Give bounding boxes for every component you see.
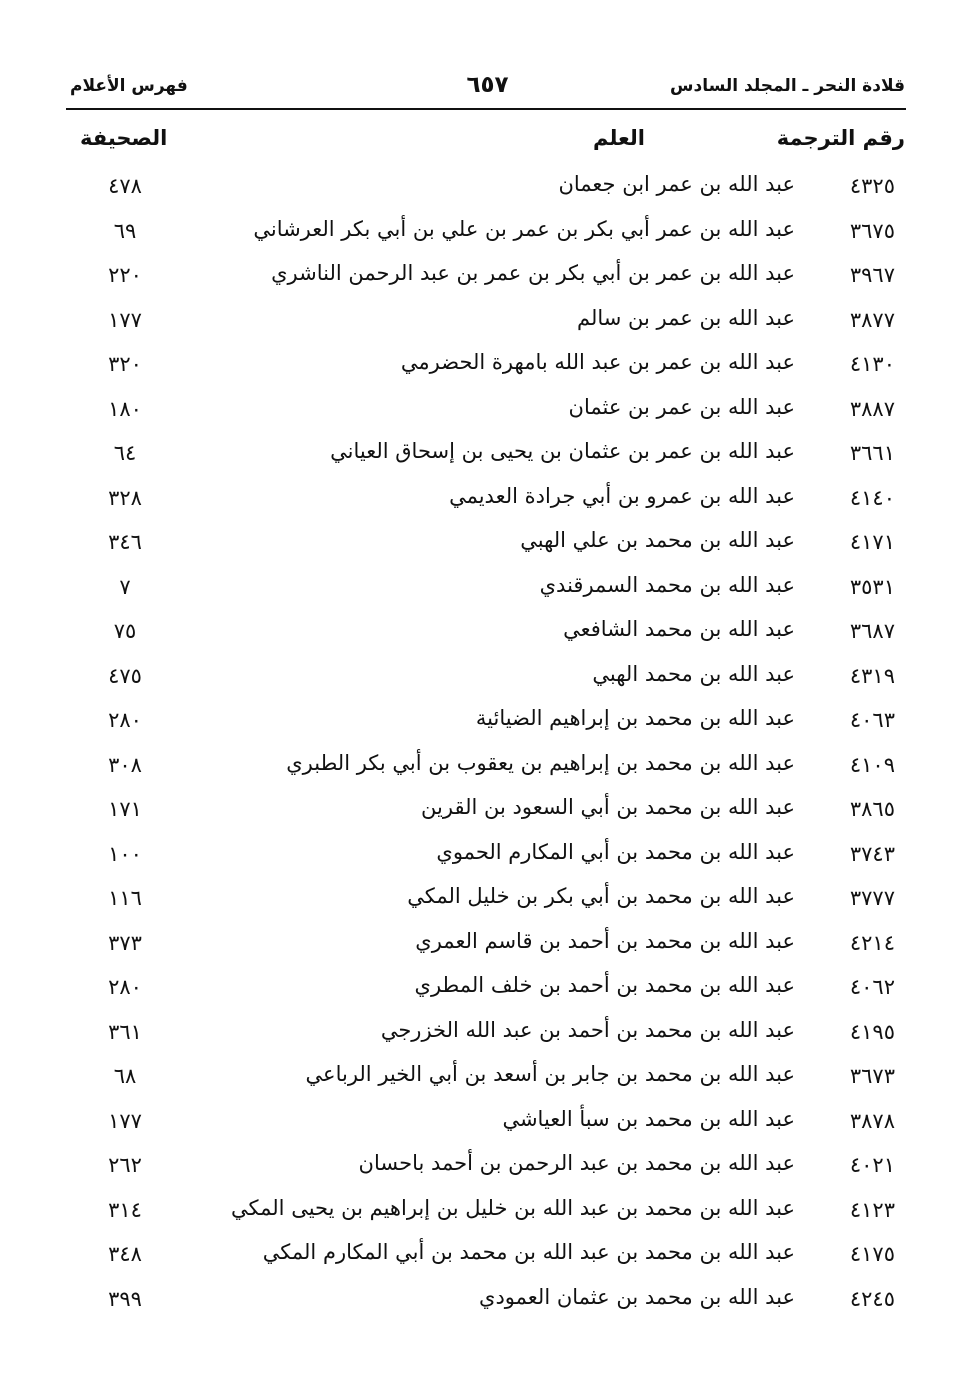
page-reference: ٣٢٠	[108, 352, 142, 376]
index-row	[60, 520, 905, 565]
biography-number: ٣٧٧٧	[849, 886, 895, 910]
book-title: قلادة النحر ـ المجلد السادس	[670, 76, 905, 96]
page-reference: ٧	[119, 574, 131, 599]
biography-number: ٣٨٦٥	[849, 797, 895, 821]
biography-number: ٤٢١٤	[849, 930, 895, 955]
column-headers	[60, 122, 905, 164]
index-row	[60, 1054, 905, 1099]
biography-number: ٤٣١٩	[849, 663, 895, 688]
biography-number: ٤١٠٩	[849, 752, 895, 777]
person-name: عبد الله بن محمد بن أحمد بن عبد الله الخزرجي	[380, 1017, 795, 1042]
page-reference: ٣١٤	[108, 1197, 142, 1222]
page-reference: ١٠٠	[108, 841, 142, 866]
person-name: عبد الله بن محمد بن إبراهيم بن يعقوب بن أبي بكر الطبري	[286, 750, 795, 775]
person-name: عبد الله بن محمد بن عبد الرحمن بن أحمد باحسان	[358, 1151, 795, 1175]
page-reference: ١٨٠	[108, 396, 142, 421]
header-rule	[66, 108, 906, 110]
index-row	[60, 1143, 905, 1188]
page-reference: ١٧٧	[108, 1108, 142, 1133]
person-name: عبد الله بن عمر بن عثمان بن يحيى بن إسحاق العياني	[330, 439, 795, 463]
index-row	[60, 253, 905, 298]
index-row	[60, 965, 905, 1010]
person-name: عبد الله بن عمر بن أبي بكر بن عمر بن عبد الرحمن الناشري	[271, 261, 795, 285]
person-name: عبد الله بن محمد بن سبأ العياشي	[502, 1106, 795, 1131]
page-reference: ٣٩٩	[108, 1286, 142, 1311]
page-reference: ٧٥	[113, 619, 137, 643]
page-reference: ٢٦٢	[108, 1153, 142, 1177]
person-name: عبد الله بن محمد بن أبي بكر بن خليل المكي	[407, 884, 795, 908]
page-reference: ٤٧٥	[108, 663, 142, 688]
column-header-page: الصحيفة	[80, 126, 168, 150]
index-row	[60, 1232, 905, 1277]
person-name: عبد الله بن عمر أبي بكر بن عمر بن علي بن أبي بكر العرشاني	[253, 216, 795, 241]
page-reference: ١١٦	[108, 886, 142, 910]
index-row	[60, 164, 905, 209]
index-row	[60, 698, 905, 743]
index-row	[60, 1277, 905, 1322]
page-reference: ٣٢٨	[108, 485, 142, 510]
person-name: عبد الله بن محمد بن جابر بن أسعد بن أبي الخير الرباعي	[305, 1062, 795, 1086]
biography-number: ٣٩٦٧	[849, 263, 895, 287]
biography-number: ٤١٢٣	[849, 1197, 895, 1222]
person-name: عبد الله بن عمر ابن جعمان	[558, 172, 795, 196]
person-name: عبد الله بن محمد بن أحمد بن خلف المطري	[414, 973, 795, 997]
column-header-number: رقم الترجمة	[776, 126, 905, 150]
biography-number: ٤٢٤٥	[849, 1286, 895, 1311]
person-name: عبد الله بن محمد بن أبي السعود بن القرين	[421, 795, 795, 819]
page-reference: ٦٤	[113, 441, 137, 465]
page-reference: ٢٢٠	[108, 263, 142, 287]
page-number: ٦٥٧	[466, 72, 509, 98]
person-name: عبد الله بن محمد بن إبراهيم الضيائية	[475, 706, 795, 730]
biography-number: ٣٥٣١	[849, 574, 895, 599]
person-name: عبد الله بن محمد بن علي الهبي	[520, 528, 795, 552]
person-name: عبد الله بن محمد بن عبد الله بن خليل بن إبراهيم بن يحيى المكي	[231, 1195, 795, 1220]
index-row	[60, 431, 905, 476]
biography-number: ٣٦٦١	[849, 441, 895, 465]
biography-number: ٣٦٧٣	[849, 1064, 895, 1088]
page-reference: ٣٤٨	[108, 1242, 142, 1266]
biography-number: ٤٠٦٣	[849, 708, 895, 732]
index-row	[60, 298, 905, 343]
names-index-table	[60, 122, 905, 1321]
biography-number: ٣٦٧٥	[849, 218, 895, 243]
index-row	[60, 476, 905, 521]
index-row	[60, 876, 905, 921]
biography-number: ٤١٧١	[849, 530, 895, 554]
page-reference: ١٧٧	[108, 307, 142, 332]
biography-number: ٤١٣٠	[849, 352, 895, 376]
index-row	[60, 565, 905, 610]
index-row	[60, 1010, 905, 1055]
index-row	[60, 743, 905, 788]
section-title: فهرس الأعلام	[70, 76, 188, 96]
person-name: عبد الله بن عمر بن سالم	[577, 305, 795, 330]
person-name: عبد الله بن محمد بن عبد الله بن محمد بن أبي المكارم المكي	[262, 1240, 795, 1264]
running-header	[70, 70, 905, 106]
person-name: عبد الله بن محمد بن عثمان العمودي	[479, 1284, 795, 1309]
index-row	[60, 654, 905, 699]
biography-number: ٤١٤٠	[849, 485, 895, 510]
index-row	[60, 342, 905, 387]
index-row	[60, 787, 905, 832]
biography-number: ٤٠٦٢	[849, 975, 895, 999]
page-reference: ٣٠٨	[108, 752, 142, 777]
person-name: عبد الله بن عمر بن عثمان	[568, 394, 795, 419]
person-name: عبد الله بن عمرو بن أبي جرادة العديمي	[449, 483, 795, 508]
biography-number: ٣٨٧٨	[849, 1108, 895, 1133]
page-reference: ٢٨٠	[108, 708, 142, 732]
biography-number: ٣٨٧٧	[849, 307, 895, 332]
page-reference: ٣٧٣	[108, 930, 142, 955]
biography-number: ٣٧٤٣	[849, 841, 895, 866]
index-row	[60, 1188, 905, 1233]
index-row	[60, 1099, 905, 1144]
page-reference: ١٧١	[108, 797, 142, 821]
column-header-name: العلم	[593, 126, 645, 150]
page-reference: ٦٨	[113, 1064, 137, 1088]
page-reference: ٢٨٠	[108, 975, 142, 999]
index-row	[60, 609, 905, 654]
index-row	[60, 832, 905, 877]
person-name: عبد الله بن محمد بن أحمد بن قاسم العمري	[415, 928, 795, 953]
biography-number: ٤١٧٥	[849, 1242, 895, 1266]
biography-number: ٤٠٢١	[849, 1153, 895, 1177]
page-reference: ٣٤٦	[108, 530, 142, 554]
index-row	[60, 209, 905, 254]
person-name: عبد الله بن محمد الهبي	[592, 661, 795, 686]
index-row	[60, 921, 905, 966]
page-reference: ٦٩	[113, 218, 137, 243]
biography-number: ٤١٩٥	[849, 1019, 895, 1044]
page-reference: ٣٦١	[108, 1019, 142, 1044]
biography-number: ٤٣٢٥	[849, 174, 895, 198]
person-name: عبد الله بن محمد بن أبي المكارم الحموي	[436, 839, 795, 864]
biography-number: ٣٨٨٧	[849, 396, 895, 421]
person-name: عبد الله بن محمد السمرقندي	[539, 572, 795, 597]
biography-number: ٣٦٨٧	[849, 619, 895, 643]
index-row	[60, 387, 905, 432]
person-name: عبد الله بن عمر بن عبد الله بامهرة الحضرمي	[400, 350, 795, 374]
person-name: عبد الله بن محمد الشافعي	[563, 617, 795, 641]
page-reference: ٤٧٨	[108, 174, 142, 198]
